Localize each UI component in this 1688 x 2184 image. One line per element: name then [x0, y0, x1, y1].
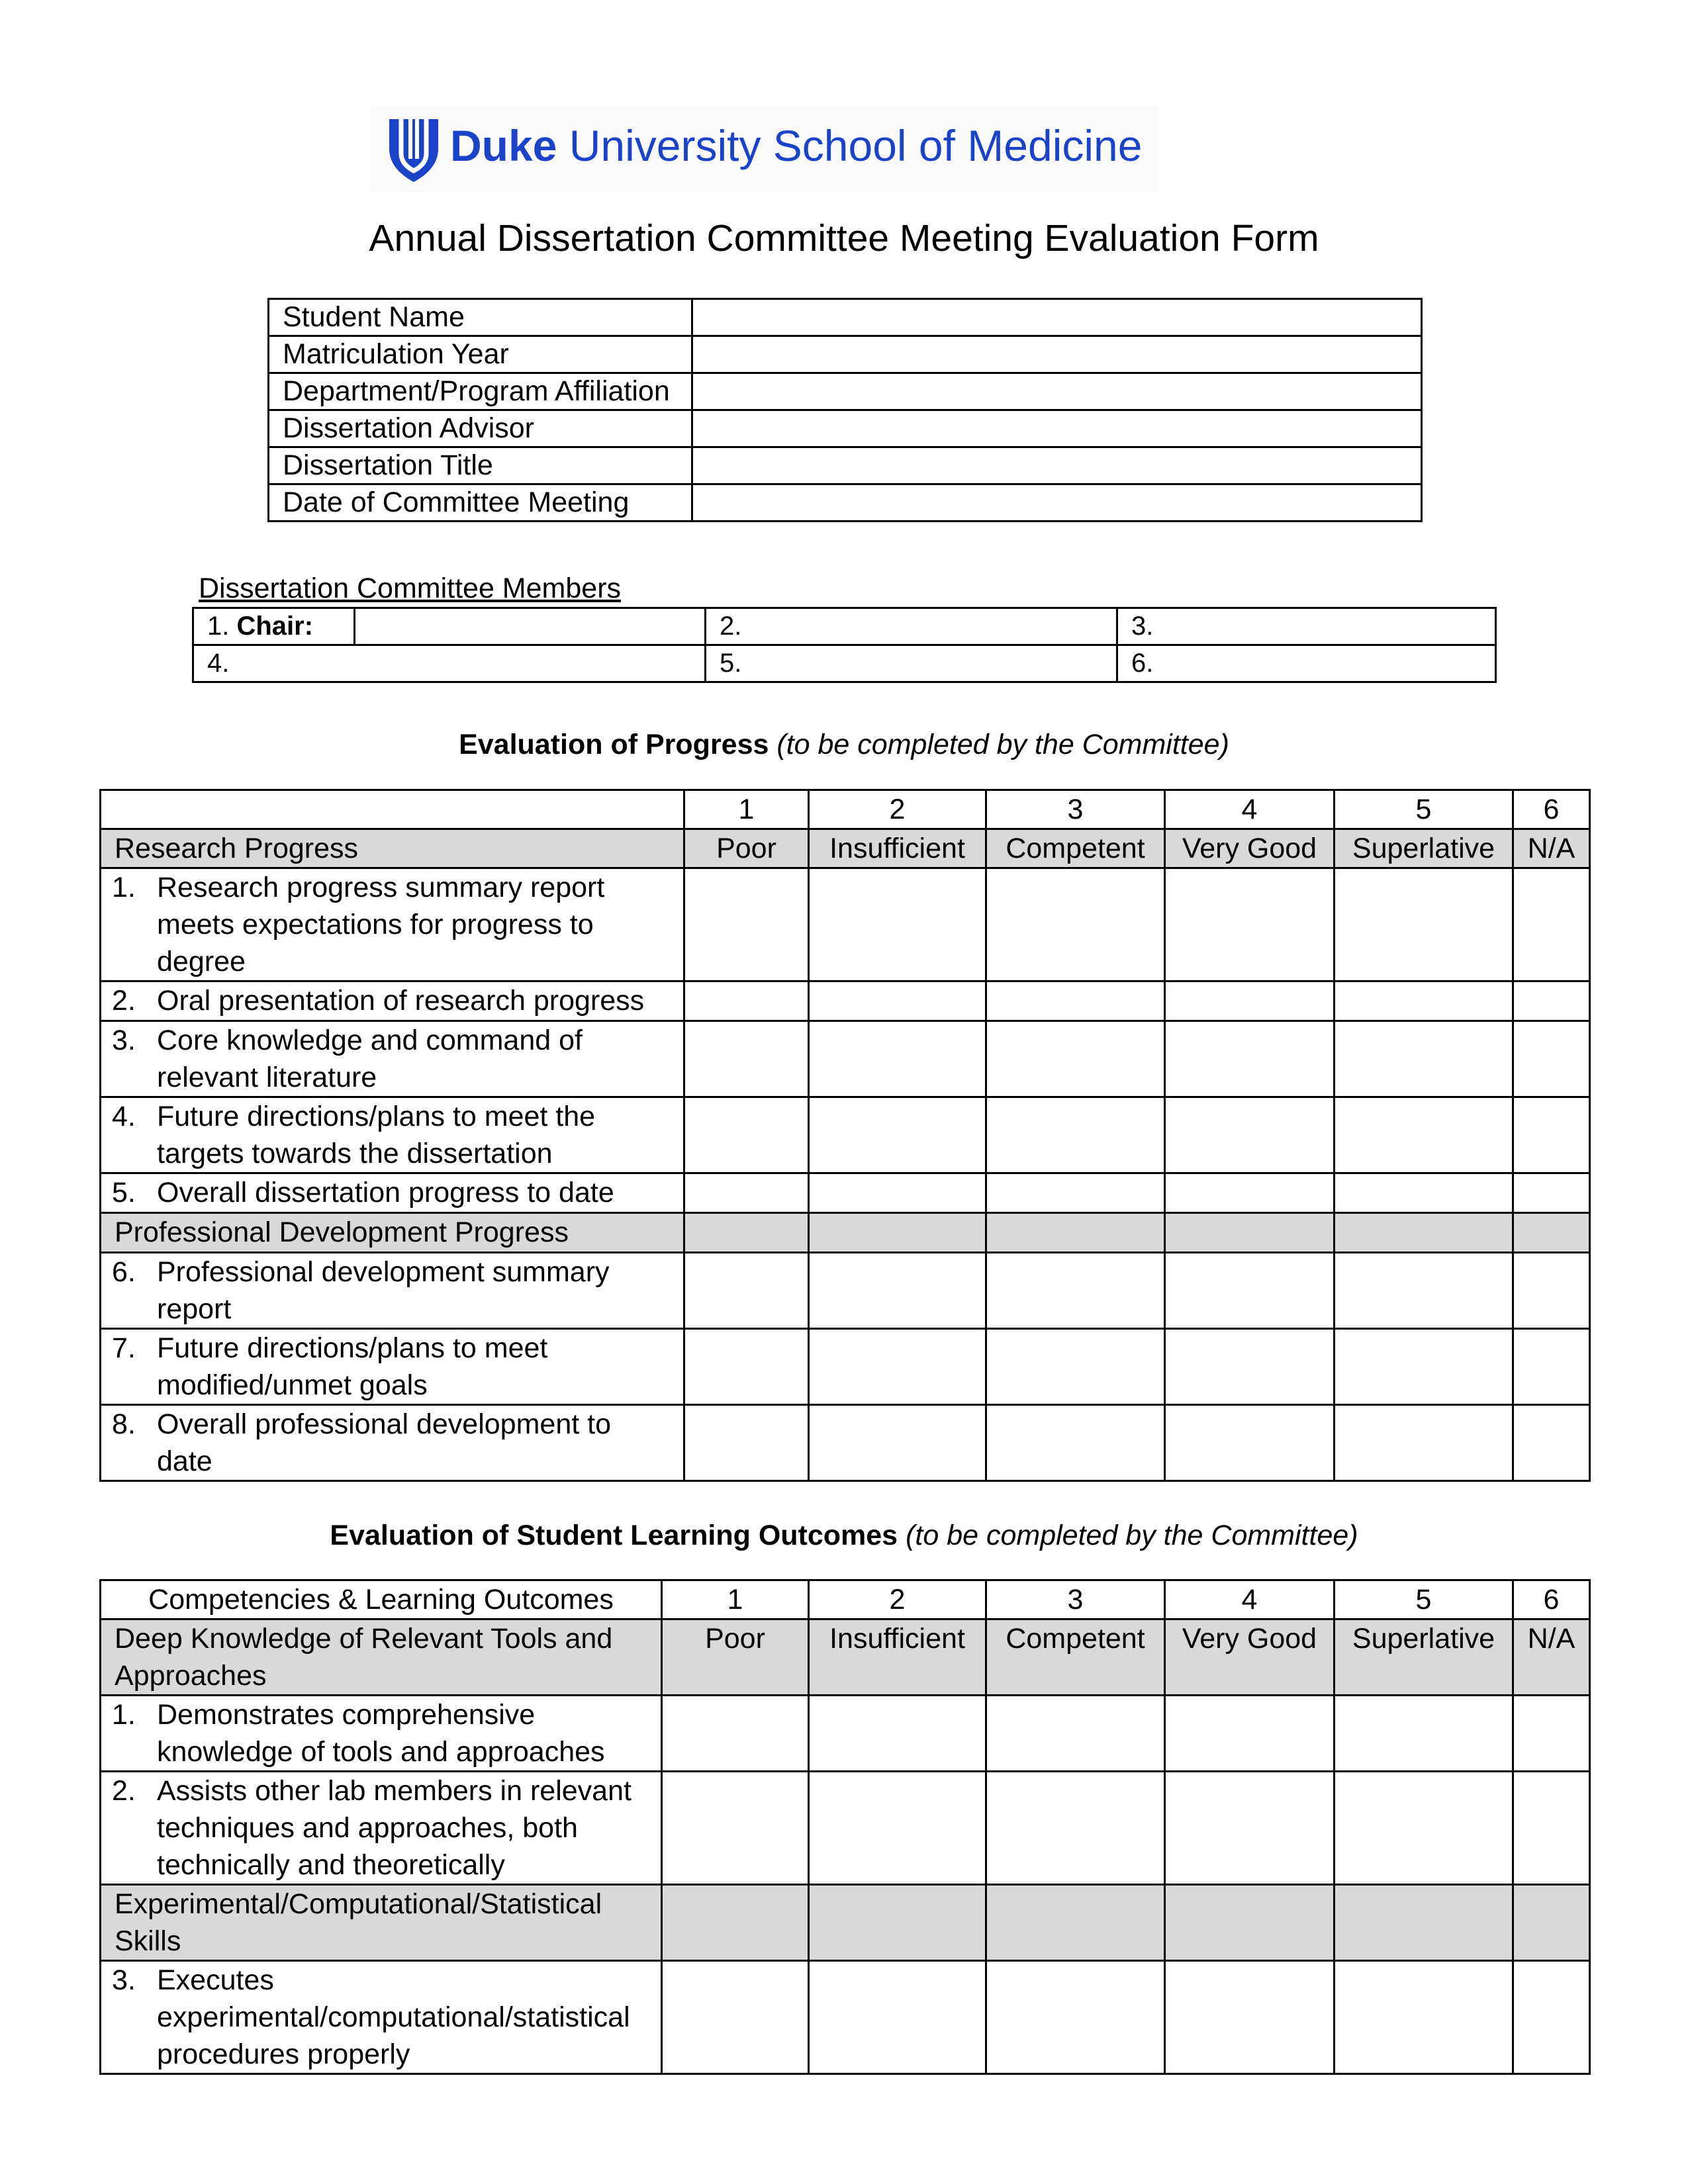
criterion-text: Executes experimental/computational/statistical procedures properly: [157, 1964, 630, 2070]
info-label: Dissertation Title: [269, 447, 692, 484]
member-5-field[interactable]: 5.: [706, 645, 1117, 682]
logo-brand: Duke: [450, 121, 557, 170]
rating-cell[interactable]: [1335, 981, 1513, 1021]
rating-cell[interactable]: [1335, 1173, 1513, 1213]
rating-cell[interactable]: [1513, 1173, 1590, 1213]
rating-cell[interactable]: [986, 1696, 1165, 1772]
rating-cell[interactable]: [986, 981, 1165, 1021]
rating-cell[interactable]: [1165, 1329, 1335, 1405]
criterion-cell: [101, 1961, 662, 2074]
rating-cell[interactable]: [809, 981, 986, 1021]
info-row: [269, 336, 1422, 373]
scale-number: 5: [1335, 1580, 1513, 1619]
rating-cell[interactable]: [809, 1961, 986, 2074]
rating-cell[interactable]: [684, 1097, 809, 1173]
table-row: [101, 1772, 1590, 1885]
criterion-number: 5.: [112, 1177, 136, 1208]
criterion-text: Future directions/plans to meet modified/unmet goals: [157, 1332, 548, 1401]
scale-label: Very Good: [1165, 1619, 1335, 1696]
page-title: Annual Dissertation Committee Meeting Evaluation Form: [369, 217, 1319, 259]
scale-number: 3: [986, 1580, 1165, 1619]
rating-cell[interactable]: [1335, 1772, 1513, 1885]
scale-number: 2: [809, 790, 986, 829]
criterion-cell: [101, 868, 684, 981]
rating-cell[interactable]: [986, 1961, 1165, 2074]
rating-cell[interactable]: [1513, 1961, 1590, 2074]
criterion-text: Research progress summary report meets expectations for progress to degree: [157, 872, 605, 978]
criterion-number: 1.: [112, 872, 136, 903]
deep-knowledge-header-row: [101, 1619, 1590, 1696]
competencies-header: Competencies & Learning Outcomes: [101, 1580, 662, 1619]
rating-cell[interactable]: [1513, 1097, 1590, 1173]
rating-cell[interactable]: [809, 1253, 986, 1329]
criterion-text: Future directions/plans to meet the targets towards the dissertation: [157, 1101, 596, 1169]
rating-cell[interactable]: [986, 1173, 1165, 1213]
rating-cell[interactable]: [1513, 868, 1590, 981]
criterion-text: Overall dissertation progress to date: [157, 1177, 614, 1208]
table-row: [101, 1329, 1590, 1405]
table-row: [101, 1021, 1590, 1097]
scale-number: 2: [809, 1580, 986, 1619]
progress-title-italic: (to be completed by the Committee): [776, 729, 1229, 760]
scale-number: 1: [684, 790, 809, 829]
chair-label-cell: [193, 608, 355, 645]
info-label: Matriculation Year: [269, 336, 692, 373]
rating-cell[interactable]: [1513, 981, 1590, 1021]
chair-field[interactable]: [355, 608, 706, 645]
member-3-field[interactable]: 3.: [1117, 608, 1496, 645]
committee-members-label: Dissertation Committee Members: [199, 572, 622, 604]
scale-label: N/A: [1513, 1619, 1590, 1696]
rating-cell[interactable]: [986, 1097, 1165, 1173]
scale-label: Competent: [986, 1619, 1165, 1696]
rating-cell[interactable]: [1165, 1253, 1335, 1329]
criterion-number: 8.: [112, 1408, 136, 1440]
table-row: [101, 1696, 1590, 1772]
scale-label: Insufficient: [809, 829, 986, 868]
scale-number: 5: [1335, 790, 1513, 829]
info-row: [269, 410, 1422, 447]
rating-cell[interactable]: [1165, 1097, 1335, 1173]
dissertation-title-field[interactable]: [692, 447, 1422, 484]
rating-cell[interactable]: [1335, 1329, 1513, 1405]
scale-number: 6: [1513, 1580, 1590, 1619]
info-row: [269, 299, 1422, 336]
table-row: [101, 1097, 1590, 1173]
scale-label: N/A: [1513, 829, 1590, 868]
rating-cell[interactable]: [809, 1173, 986, 1213]
criterion-number: 2.: [112, 985, 136, 1017]
outcomes-table: [99, 1579, 1591, 2075]
rating-cell[interactable]: [809, 868, 986, 981]
scale-number-row: [101, 790, 1590, 829]
professional-header-row: [101, 1213, 1590, 1253]
info-label: Date of Committee Meeting: [269, 484, 692, 522]
table-row: [101, 1405, 1590, 1481]
student-name-field[interactable]: [692, 299, 1422, 336]
rating-cell[interactable]: [809, 1696, 986, 1772]
rating-cell[interactable]: [986, 1772, 1165, 1885]
rating-cell[interactable]: [1165, 981, 1335, 1021]
logo-text: [450, 113, 1142, 179]
rating-cell[interactable]: [1513, 1021, 1590, 1097]
criterion-cell: [101, 1772, 662, 1885]
criterion-number: 3.: [112, 1024, 136, 1056]
rating-cell[interactable]: [1335, 1021, 1513, 1097]
scale-number: 4: [1165, 790, 1335, 829]
outcomes-title-italic: (to be completed by the Committee): [906, 1520, 1358, 1551]
criterion-number: 7.: [112, 1332, 136, 1364]
scale-label: Insufficient: [809, 1619, 986, 1696]
advisor-field[interactable]: [692, 410, 1422, 447]
rating-cell[interactable]: [684, 1173, 809, 1213]
info-label: Department/Program Affiliation: [269, 373, 692, 410]
rating-cell[interactable]: [1513, 1405, 1590, 1481]
rating-cell[interactable]: [1165, 1696, 1335, 1772]
skills-header: Experimental/Computational/Statistical Skills: [101, 1885, 662, 1961]
duke-shield-icon: [384, 113, 444, 185]
criterion-number: 4.: [112, 1101, 136, 1132]
rating-cell[interactable]: [1513, 1329, 1590, 1405]
member-2-field[interactable]: 2.: [706, 608, 1117, 645]
student-info-table: [267, 298, 1423, 522]
chair-number: 1.: [207, 612, 230, 641]
criterion-text: Assists other lab members in relevant techniques and approaches, both technically and theoretically: [157, 1775, 632, 1881]
rating-cell[interactable]: [1165, 1173, 1335, 1213]
table-row: [101, 1961, 1590, 2074]
rating-cell[interactable]: [1335, 1961, 1513, 2074]
scale-number: 4: [1165, 1580, 1335, 1619]
info-row: [269, 484, 1422, 522]
outcomes-section-title: [0, 1516, 1688, 1555]
rating-cell[interactable]: [1513, 1696, 1590, 1772]
info-row: [269, 447, 1422, 484]
info-label: Student Name: [269, 299, 692, 336]
rating-cell[interactable]: [986, 868, 1165, 981]
scale-label: Poor: [662, 1619, 809, 1696]
rating-cell[interactable]: [684, 1329, 809, 1405]
rating-cell[interactable]: [809, 1329, 986, 1405]
rating-cell[interactable]: [684, 981, 809, 1021]
scale-number-row: [101, 1580, 1590, 1619]
scale-number: 6: [1513, 790, 1590, 829]
info-label: Dissertation Advisor: [269, 410, 692, 447]
member-6-field[interactable]: 6.: [1117, 645, 1496, 682]
table-row: [101, 868, 1590, 981]
meeting-date-field[interactable]: [692, 484, 1422, 522]
rating-cell[interactable]: [1165, 1961, 1335, 2074]
rating-cell[interactable]: [684, 1405, 809, 1481]
outcomes-title-bold: Evaluation of Student Learning Outcomes: [330, 1520, 898, 1551]
criterion-text: Oral presentation of research progress: [157, 985, 645, 1017]
rating-cell[interactable]: [1335, 1696, 1513, 1772]
criterion-number: 3.: [112, 1964, 136, 1996]
progress-title-bold: Evaluation of Progress: [459, 729, 769, 760]
rating-cell[interactable]: [1335, 868, 1513, 981]
criterion-number: 6.: [112, 1256, 136, 1288]
rating-cell[interactable]: [684, 868, 809, 981]
research-header-row: [101, 829, 1590, 868]
rating-cell[interactable]: [986, 1329, 1165, 1405]
department-field[interactable]: [692, 373, 1422, 410]
rating-cell[interactable]: [1335, 1253, 1513, 1329]
skills-header-row: [101, 1885, 1590, 1961]
scale-label: Superlative: [1335, 1619, 1513, 1696]
criterion-cell: [101, 1405, 684, 1481]
rating-cell[interactable]: [809, 1772, 986, 1885]
rating-cell[interactable]: [684, 1021, 809, 1097]
criterion-number: 2.: [112, 1775, 136, 1807]
scale-label: Competent: [986, 829, 1165, 868]
criterion-text: Demonstrates comprehensive knowledge of tools and approaches: [157, 1699, 605, 1768]
info-row: [269, 373, 1422, 410]
scale-label: Very Good: [1165, 829, 1335, 868]
logo-rest: University School of Medicine: [569, 121, 1143, 170]
rating-cell[interactable]: [1165, 1021, 1335, 1097]
scale-number: 3: [986, 790, 1165, 829]
deep-knowledge-header: Deep Knowledge of Relevant Tools and Approaches: [101, 1619, 662, 1696]
progress-section-title: [0, 725, 1688, 764]
criterion-cell: [101, 1097, 684, 1173]
rating-cell[interactable]: [662, 1696, 809, 1772]
criterion-cell: [101, 1173, 684, 1213]
criterion-text: Core knowledge and command of relevant literature: [157, 1024, 583, 1093]
rating-cell[interactable]: [1165, 1772, 1335, 1885]
table-row: [101, 1253, 1590, 1329]
rating-cell[interactable]: [1165, 868, 1335, 981]
rating-cell[interactable]: [1335, 1405, 1513, 1481]
matriculation-year-field[interactable]: [692, 336, 1422, 373]
scale-number: 1: [662, 1580, 809, 1619]
criterion-cell: [101, 1696, 662, 1772]
rating-cell[interactable]: [809, 1405, 986, 1481]
criterion-number: 1.: [112, 1699, 136, 1731]
chair-label: Chair:: [236, 612, 314, 641]
rating-cell[interactable]: [1513, 1772, 1590, 1885]
criterion-cell: [101, 1329, 684, 1405]
duke-logo: [371, 106, 1158, 192]
progress-table: [99, 789, 1591, 1482]
criterion-text: Overall professional development to date: [157, 1408, 611, 1477]
research-progress-header: Research Progress: [101, 829, 684, 868]
rating-cell[interactable]: [1165, 1405, 1335, 1481]
rating-cell[interactable]: [986, 1405, 1165, 1481]
rating-cell[interactable]: [986, 1021, 1165, 1097]
member-4-field[interactable]: 4.: [193, 645, 706, 682]
rating-cell[interactable]: [1335, 1097, 1513, 1173]
criterion-text: Professional development summary report: [157, 1256, 610, 1325]
rating-cell[interactable]: [809, 1097, 986, 1173]
rating-cell[interactable]: [809, 1021, 986, 1097]
rating-cell[interactable]: [1513, 1253, 1590, 1329]
scale-label: Poor: [684, 829, 809, 868]
committee-members-table: [192, 607, 1497, 683]
rating-cell[interactable]: [684, 1253, 809, 1329]
rating-cell[interactable]: [662, 1961, 809, 2074]
table-row: [101, 1173, 1590, 1213]
scale-label: Superlative: [1335, 829, 1513, 868]
criterion-cell: [101, 1021, 684, 1097]
table-row: [101, 981, 1590, 1021]
professional-development-header: Professional Development Progress: [101, 1213, 684, 1253]
criterion-cell: [101, 981, 684, 1021]
rating-cell[interactable]: [986, 1253, 1165, 1329]
criterion-cell: [101, 1253, 684, 1329]
rating-cell[interactable]: [662, 1772, 809, 1885]
